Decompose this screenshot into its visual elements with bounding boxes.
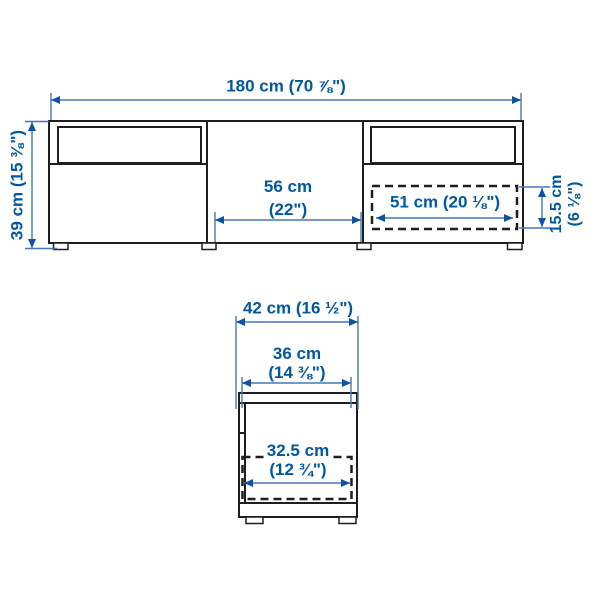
front-drawer-width-dimension xyxy=(376,214,513,222)
front-drawer-height-label xyxy=(548,175,584,234)
front-foot-3 xyxy=(357,243,371,250)
side-foot-1 xyxy=(246,517,263,524)
front-left-drawer-panel xyxy=(58,127,201,163)
front-total-height-label: 39 cm (15 ⅜") xyxy=(7,129,27,241)
front-foot-2 xyxy=(202,243,216,250)
front-middle-width-label xyxy=(264,175,312,221)
front-middle-width-in: (22") xyxy=(268,200,308,219)
side-foot-2 xyxy=(339,517,356,524)
side-top-depth-label xyxy=(268,344,325,382)
side-top-depth-cm: 36 cm xyxy=(272,344,322,363)
front-drawer-height-cm: 15.5 cm xyxy=(548,174,565,234)
side-drawer-depth-label xyxy=(264,441,332,479)
side-drawer-depth-dimension xyxy=(244,479,350,487)
front-right-drawer-panel xyxy=(371,127,515,163)
side-total-depth-label: 42 cm (16 ½") xyxy=(242,298,354,318)
side-drawer-depth-in: (12 ¾") xyxy=(269,460,327,479)
front-drawer-height-in: (6 ⅛") xyxy=(566,181,583,227)
side-top-depth-in: (14 ⅜") xyxy=(268,363,326,382)
side-drawer-depth-cm: 32.5 cm xyxy=(266,441,330,460)
front-middle-width-cm: 56 cm xyxy=(263,177,313,196)
front-foot-4 xyxy=(508,243,523,250)
front-drawer-width-label: 51 cm (20 ⅛") xyxy=(389,192,501,212)
front-total-height-dimension xyxy=(25,122,57,249)
front-total-width-label: 180 cm (70 ⅞") xyxy=(226,76,346,96)
